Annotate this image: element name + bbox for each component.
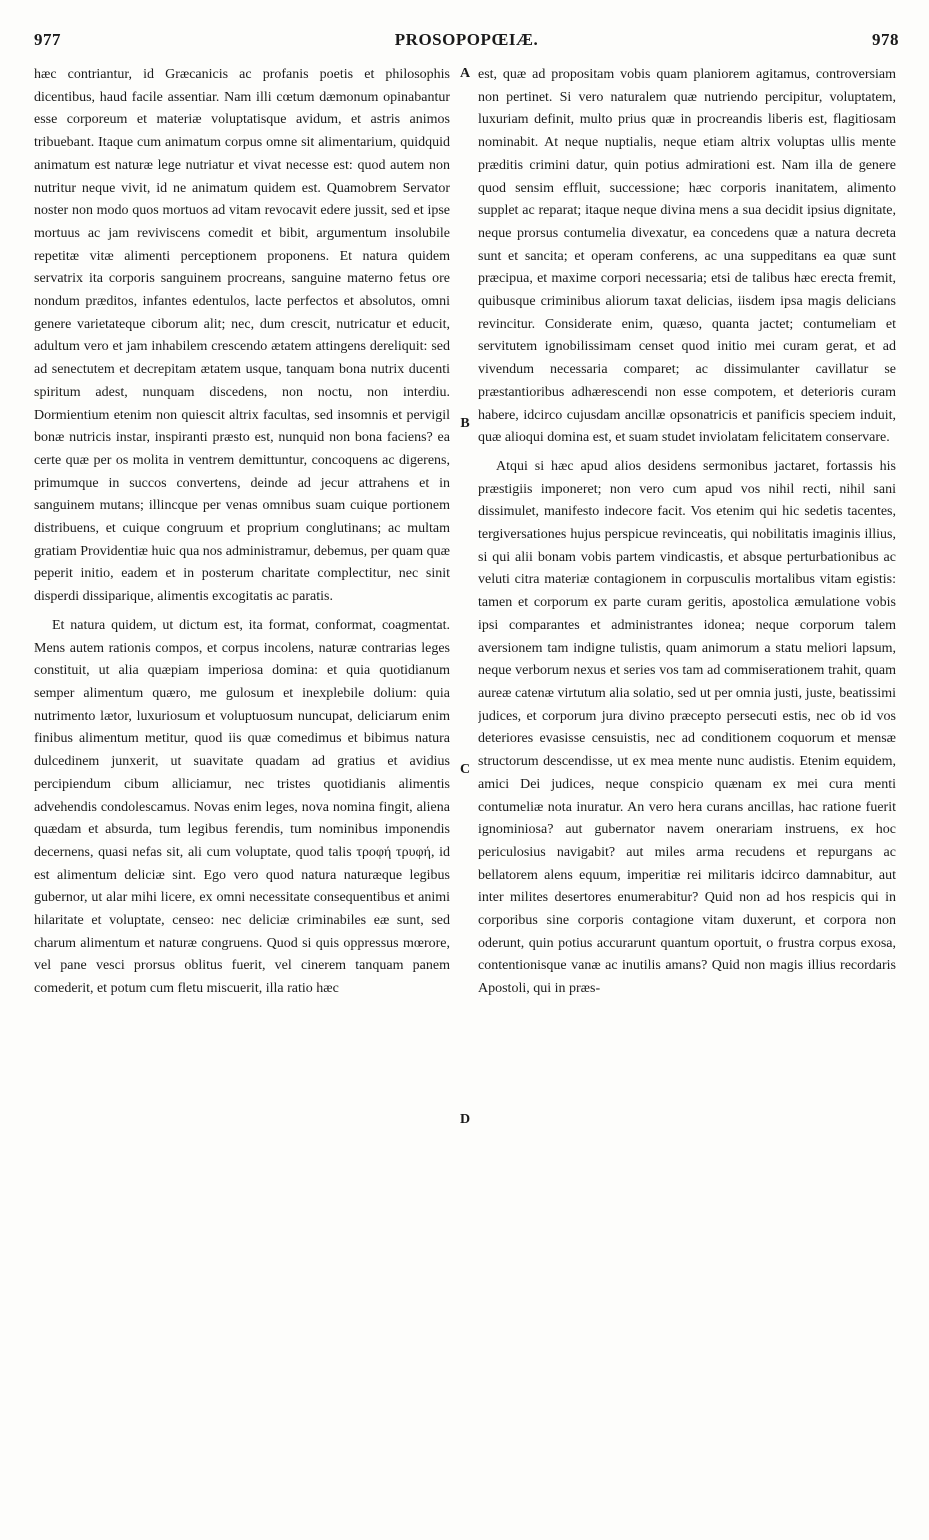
running-title: PROSOPOPŒIÆ.: [394, 30, 539, 49]
page-header: [34, 30, 899, 56]
paragraph: hæc contriantur, id Græcanicis ac profanis poetis et philosophis dicentibus, haud facile assentiar. Nam illi cœtum dæmonum opinabantur esse corporeum et materiæ voluptatisque avidum, et astris animos tribuebant. Itaque cum animatum corpus omne sit alimentarium, quidquid animatum est naturæ lege nutriatur et vivat necesse est: quod autem non nutritur neque vivit, id ne animatum quidem est. Quamobrem Servator noster non modo quos mortuos ad vitam revocavit edere jussit, sed et ipse mortuus ac jam reviviscens comedit et bibit, argumentum insolubile repetitæ vitæ alimenti perceptionem proponens. Et natura quidem servatrix ita corporis sanguinem procreans, sanguine materno fetus ore nondum præditos, infantes edentulos, lacte perfectos et absolutos, omni genere varietateque ciborum alit; nec, dum crescit, nutricatur et educit, adultum vero et jam inhabilem crescendo ætatem attingens dereliquit: sed ad senectutem et decrepitam ætatem usque, tanquam bona nutrix ducenti spiritum adest, nunquam discedens, non noctu, non interdiu. Dormientium etenim non quiescit altrix facultas, sed insomnis et pervigil bonæ nutricis instar, inspiranti præsto est, nunquid non bona faciens? ea certe quæ per os molita in ventrem demittuntur, concoquens ac digerens, primumque in succos convertens, deinde ad jecur attrahens et in sanguinem mutans; illincque per venas omnibus suam cuique portionem distribuens, et cuique congruum et proprium conglutinans; ac multam gratiam Providentiæ huic qua nos administramur, debemus, per quam quæ peperit initio, eadem et in posterum charitate complectitur, nec sinit disperdi dissiparique, alimentis excogitatis ac paratis.: [34, 67, 450, 605]
paragraph: est, quæ ad propositam vobis quam planiorem agitamus, controversiam non pertinet. Si vero naturalem quæ nutriendo percipitur, voluptatem, luxuriam definit, multo prius quæ in procreandis liberis est, flagitiosam nominabit. At neque nuptialis, neque etiam altrix voluptas ullis mente præditis crimini datur, quin potius admirationi est. Nam illa de genere quod sensim effluit, successione; hæc corporis inanitatem, alimento supplet ac reparat; itaque neque divina mens a sua decidit ipsius dignitate, neque prorsus contumelia divexatur, ea concedens quæ a natura decreta sunt et sancita; et operam conferens, ac una suppeditans ea quæ sunt præcipua, et maxime corpori necessaria; etsi de talibus hæc erecta fremit, quibusque criminibus aliorum taxat delicias, iisdem ipsa magis delicians revincitur. Considerate enim, quæso, quanta jactet; contumeliam et servitutem ignobilissimam censet quod initio mei curam gerat, et ad vivendum necessaria comparet; ac dissimulanter cavillatur se præstantioribus adhærescendi non esse compotem, et deterioris curam habere, idcirco cujusdam ancillæ opsonatricis et panificis speciem induit, quæ alioqui domina est, et suam studet inviolatam felicitatem conservare.: [478, 67, 896, 446]
paragraph: Atqui si hæc apud alios desidens sermonibus jactaret, fortassis his præstigiis imponeret; non vero cum apud vos nihil recti, nihil sani dissimulet, manifesto indecore facit. Vos etenim qui hic sedetis tacentes, tergiversationes hujus perspicue revinceatis, qui nobilitatis imaginis illius, si qui alii bonam vobis partem vindicastis, et absque perturbationibus ac veluti citra materiæ contagionem in corpusculis mortalibus vitam egistis: tamen et corporum ex parte curam geritis, apostolica æmulatione vobis ipsi comparantes et administrantes idonea; neque corporum talem aversionem tam indigne tulistis, quam animorum a statu meliori lapsum, neque verborum nexus et series vos tam ad commiserationem trahit, quam aureæ catenæ virtutum alia solatio, sed ut per omnia justi, juste, beatissimi judices, et corporum jura divino præcepto persecuti estis, nec ob id vos deteriores evasisse censuistis, nec ad conditionem coquorum et mensæ structorum descendisse, ut ex mea mente nunc audistis. Etenim equidem, amici Dei judices, neque conspicio quænam ex mei cura menti contumeliæ nota inuratur. An vero hera curans ancillas, hac ratione fuerit ignominiosa? aut gubernator navem onerariam instruens, ex hoc periculosius navigabit? aut miles arma recudens et repurgans ac bellatorem alens equum, imperitiæ rei militaris idcirco damnabitur, aut inter milites desertores enumerabitur? Quid non ad hos respicis qui in corporibus sine corporis contagione vitam duxerunt, et corpora non oderunt, quin potius accurarunt quantum oportuit, o frustra corpus exosa, contentionisque vanæ ac inutilis amans? Quid non magis illius recordaris Apostoli, qui in præs-: [478, 458, 896, 997]
paragraph: Et natura quidem, ut dictum est, ita format, conformat, coagmentat. Mens autem rationis compos, et corpus incolens, naturæ contrarias leges constituit, ut alia quæpiam imperiosa domina: et quia quotidianum semper alimentum quæro, me gulosum et inexplebile dolium: quia nutrimento lætor, luxuriosum et voluptuosum nuncupat, deliciarum enim finibus alimentum metitur, quod iis quæ comedimus et bibimus natura dulcedinem junxerit, ut suavitate quadam ad gratius et avidius percipiendum cibum alliciamur, nec tristes quotidianis alimentis advehendis condolescamus. Novas enim leges, nova nomina fingit, aliena quædam et absurda, tum legibus ferendis, tum nominibus imponendis decernens, quasi nefas sit, ali cum voluptate, quod talis τροφή τρυφή, id est alimentum deliciæ sint. Ego vero quod natura naturæque legibus gubernor, ut alar mihi licere, ex omni necessitate consequentibus et animi hilaritate et voluptate, censeo: nec deliciæ criminabiles eæ sunt, sed charum alimentum et naturæ congruens. Quod si quis oppressus mœrore, vel pane vesci prorsus oblitus fuerit, vel cinerem tanquam panem comederit, et potum cum fletu miscuerit, illa ratio hæc: [34, 617, 450, 997]
section-marker-d: D: [459, 1112, 471, 1127]
right-column: [478, 64, 896, 1524]
section-marker-c: C: [459, 762, 471, 777]
page-number-left: 977: [34, 30, 61, 49]
left-column: [34, 64, 450, 1524]
section-marker-b: B: [460, 416, 470, 431]
page-number-right: 978: [872, 30, 899, 49]
section-marker-a: A: [459, 66, 471, 81]
